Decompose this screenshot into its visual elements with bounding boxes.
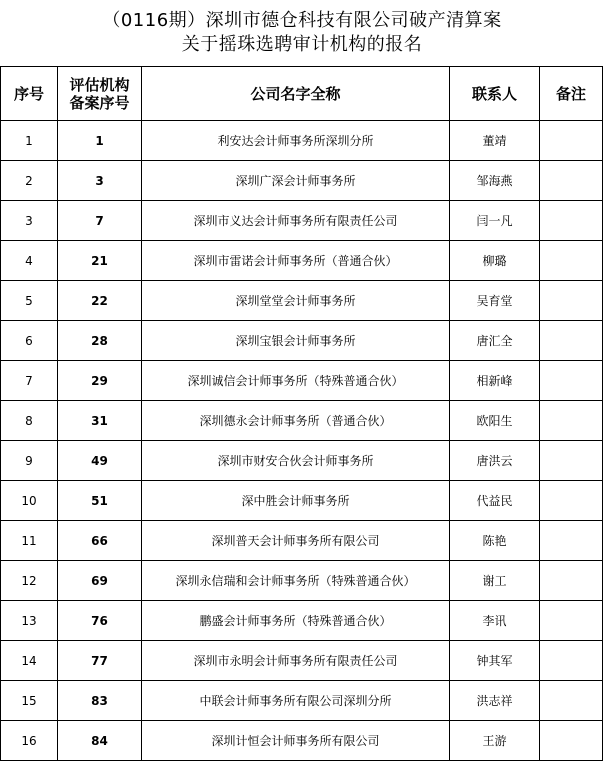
- header-row: [1, 67, 603, 121]
- cell-company-name: 深圳市财安合伙会计师事务所: [142, 441, 450, 481]
- header-note: 备注: [540, 67, 603, 121]
- cell-company-name: 深圳永信瑞和会计师事务所（特殊普通合伙）: [142, 561, 450, 601]
- cell-seq: 2: [1, 161, 58, 201]
- cell-note: [540, 641, 603, 681]
- table-row: [1, 281, 603, 321]
- cell-registration-number: 28: [58, 321, 142, 361]
- cell-registration-number: 69: [58, 561, 142, 601]
- cell-note: [540, 121, 603, 161]
- cell-seq: 5: [1, 281, 58, 321]
- cell-seq: 11: [1, 521, 58, 561]
- table-row: [1, 161, 603, 201]
- table-row: [1, 401, 603, 441]
- cell-registration-number: 1: [58, 121, 142, 161]
- cell-contact: 闫一凡: [450, 201, 540, 241]
- cell-note: [540, 441, 603, 481]
- cell-seq: 4: [1, 241, 58, 281]
- cell-registration-number: 84: [58, 721, 142, 761]
- cell-seq: 14: [1, 641, 58, 681]
- cell-note: [540, 521, 603, 561]
- cell-contact: 唐洪云: [450, 441, 540, 481]
- cell-registration-number: 77: [58, 641, 142, 681]
- cell-contact: 洪志祥: [450, 681, 540, 721]
- cell-registration-number: 3: [58, 161, 142, 201]
- cell-seq: 12: [1, 561, 58, 601]
- cell-seq: 10: [1, 481, 58, 521]
- table-body: [1, 121, 603, 761]
- cell-company-name: 深圳普天会计师事务所有限公司: [142, 521, 450, 561]
- cell-note: [540, 561, 603, 601]
- cell-contact: 董靖: [450, 121, 540, 161]
- cell-seq: 6: [1, 321, 58, 361]
- cell-company-name: 深圳市雷诺会计师事务所（普通合伙）: [142, 241, 450, 281]
- cell-seq: 16: [1, 721, 58, 761]
- cell-seq: 3: [1, 201, 58, 241]
- cell-note: [540, 681, 603, 721]
- header-registration-line-1: 评估机构: [69, 75, 130, 94]
- cell-company-name: 深圳市义达会计师事务所有限责任公司: [142, 201, 450, 241]
- cell-registration-number: 51: [58, 481, 142, 521]
- cell-seq: 9: [1, 441, 58, 481]
- cell-note: [540, 481, 603, 521]
- table-row: [1, 201, 603, 241]
- table-row: [1, 561, 603, 601]
- cell-company-name: 深圳德永会计师事务所（普通合伙）: [142, 401, 450, 441]
- header-registration-line-2: 备案序号: [69, 93, 130, 112]
- cell-company-name: 深圳宝银会计师事务所: [142, 321, 450, 361]
- cell-note: [540, 161, 603, 201]
- cell-contact: 欧阳生: [450, 401, 540, 441]
- cell-company-name: 深中胜会计师事务所: [142, 481, 450, 521]
- cell-company-name: 深圳诚信会计师事务所（特殊普通合伙）: [142, 361, 450, 401]
- cell-note: [540, 601, 603, 641]
- cell-seq: 7: [1, 361, 58, 401]
- cell-registration-number: 7: [58, 201, 142, 241]
- cell-seq: 13: [1, 601, 58, 641]
- cell-registration-number: 76: [58, 601, 142, 641]
- table-row: [1, 441, 603, 481]
- table-row: [1, 521, 603, 561]
- cell-contact: 柳璐: [450, 241, 540, 281]
- cell-company-name: 中联会计师事务所有限公司深圳分所: [142, 681, 450, 721]
- table-row: [1, 241, 603, 281]
- cell-registration-number: 22: [58, 281, 142, 321]
- cell-note: [540, 721, 603, 761]
- cell-note: [540, 401, 603, 441]
- cell-contact: 代益民: [450, 481, 540, 521]
- header-registration-number: [58, 67, 142, 121]
- table-row: [1, 361, 603, 401]
- table-row: [1, 721, 603, 761]
- header-company-name: 公司名字全称: [142, 67, 450, 121]
- cell-contact: 相新峰: [450, 361, 540, 401]
- cell-contact: 李讯: [450, 601, 540, 641]
- cell-note: [540, 241, 603, 281]
- cell-contact: 吴育堂: [450, 281, 540, 321]
- cell-note: [540, 281, 603, 321]
- cell-contact: 唐汇全: [450, 321, 540, 361]
- table-row: [1, 321, 603, 361]
- cell-company-name: 深圳市永明会计师事务所有限责任公司: [142, 641, 450, 681]
- cell-registration-number: 31: [58, 401, 142, 441]
- cell-note: [540, 361, 603, 401]
- registration-table: [0, 66, 603, 761]
- cell-company-name: 鹏盛会计师事务所（特殊普通合伙）: [142, 601, 450, 641]
- cell-contact: 钟其军: [450, 641, 540, 681]
- cell-contact: 陈艳: [450, 521, 540, 561]
- cell-contact: 谢工: [450, 561, 540, 601]
- header-seq: 序号: [1, 67, 58, 121]
- cell-registration-number: 21: [58, 241, 142, 281]
- title-line-2: 关于摇珠选聘审计机构的报名: [181, 34, 423, 55]
- cell-company-name: 深圳堂堂会计师事务所: [142, 281, 450, 321]
- cell-registration-number: 66: [58, 521, 142, 561]
- table-row: [1, 481, 603, 521]
- cell-company-name: 深圳广深会计师事务所: [142, 161, 450, 201]
- document-title: [0, 0, 604, 66]
- cell-seq: 1: [1, 121, 58, 161]
- cell-note: [540, 201, 603, 241]
- table-row: [1, 641, 603, 681]
- title-line-1: （0116期）深圳市德仓科技有限公司破产清算案: [102, 10, 502, 31]
- table-row: [1, 121, 603, 161]
- cell-seq: 8: [1, 401, 58, 441]
- cell-company-name: 利安达会计师事务所深圳分所: [142, 121, 450, 161]
- cell-note: [540, 321, 603, 361]
- cell-company-name: 深圳计恒会计师事务所有限公司: [142, 721, 450, 761]
- table-row: [1, 681, 603, 721]
- cell-registration-number: 49: [58, 441, 142, 481]
- cell-seq: 15: [1, 681, 58, 721]
- cell-registration-number: 29: [58, 361, 142, 401]
- cell-contact: 邹海燕: [450, 161, 540, 201]
- header-contact: 联系人: [450, 67, 540, 121]
- table-row: [1, 601, 603, 641]
- cell-registration-number: 83: [58, 681, 142, 721]
- cell-contact: 王游: [450, 721, 540, 761]
